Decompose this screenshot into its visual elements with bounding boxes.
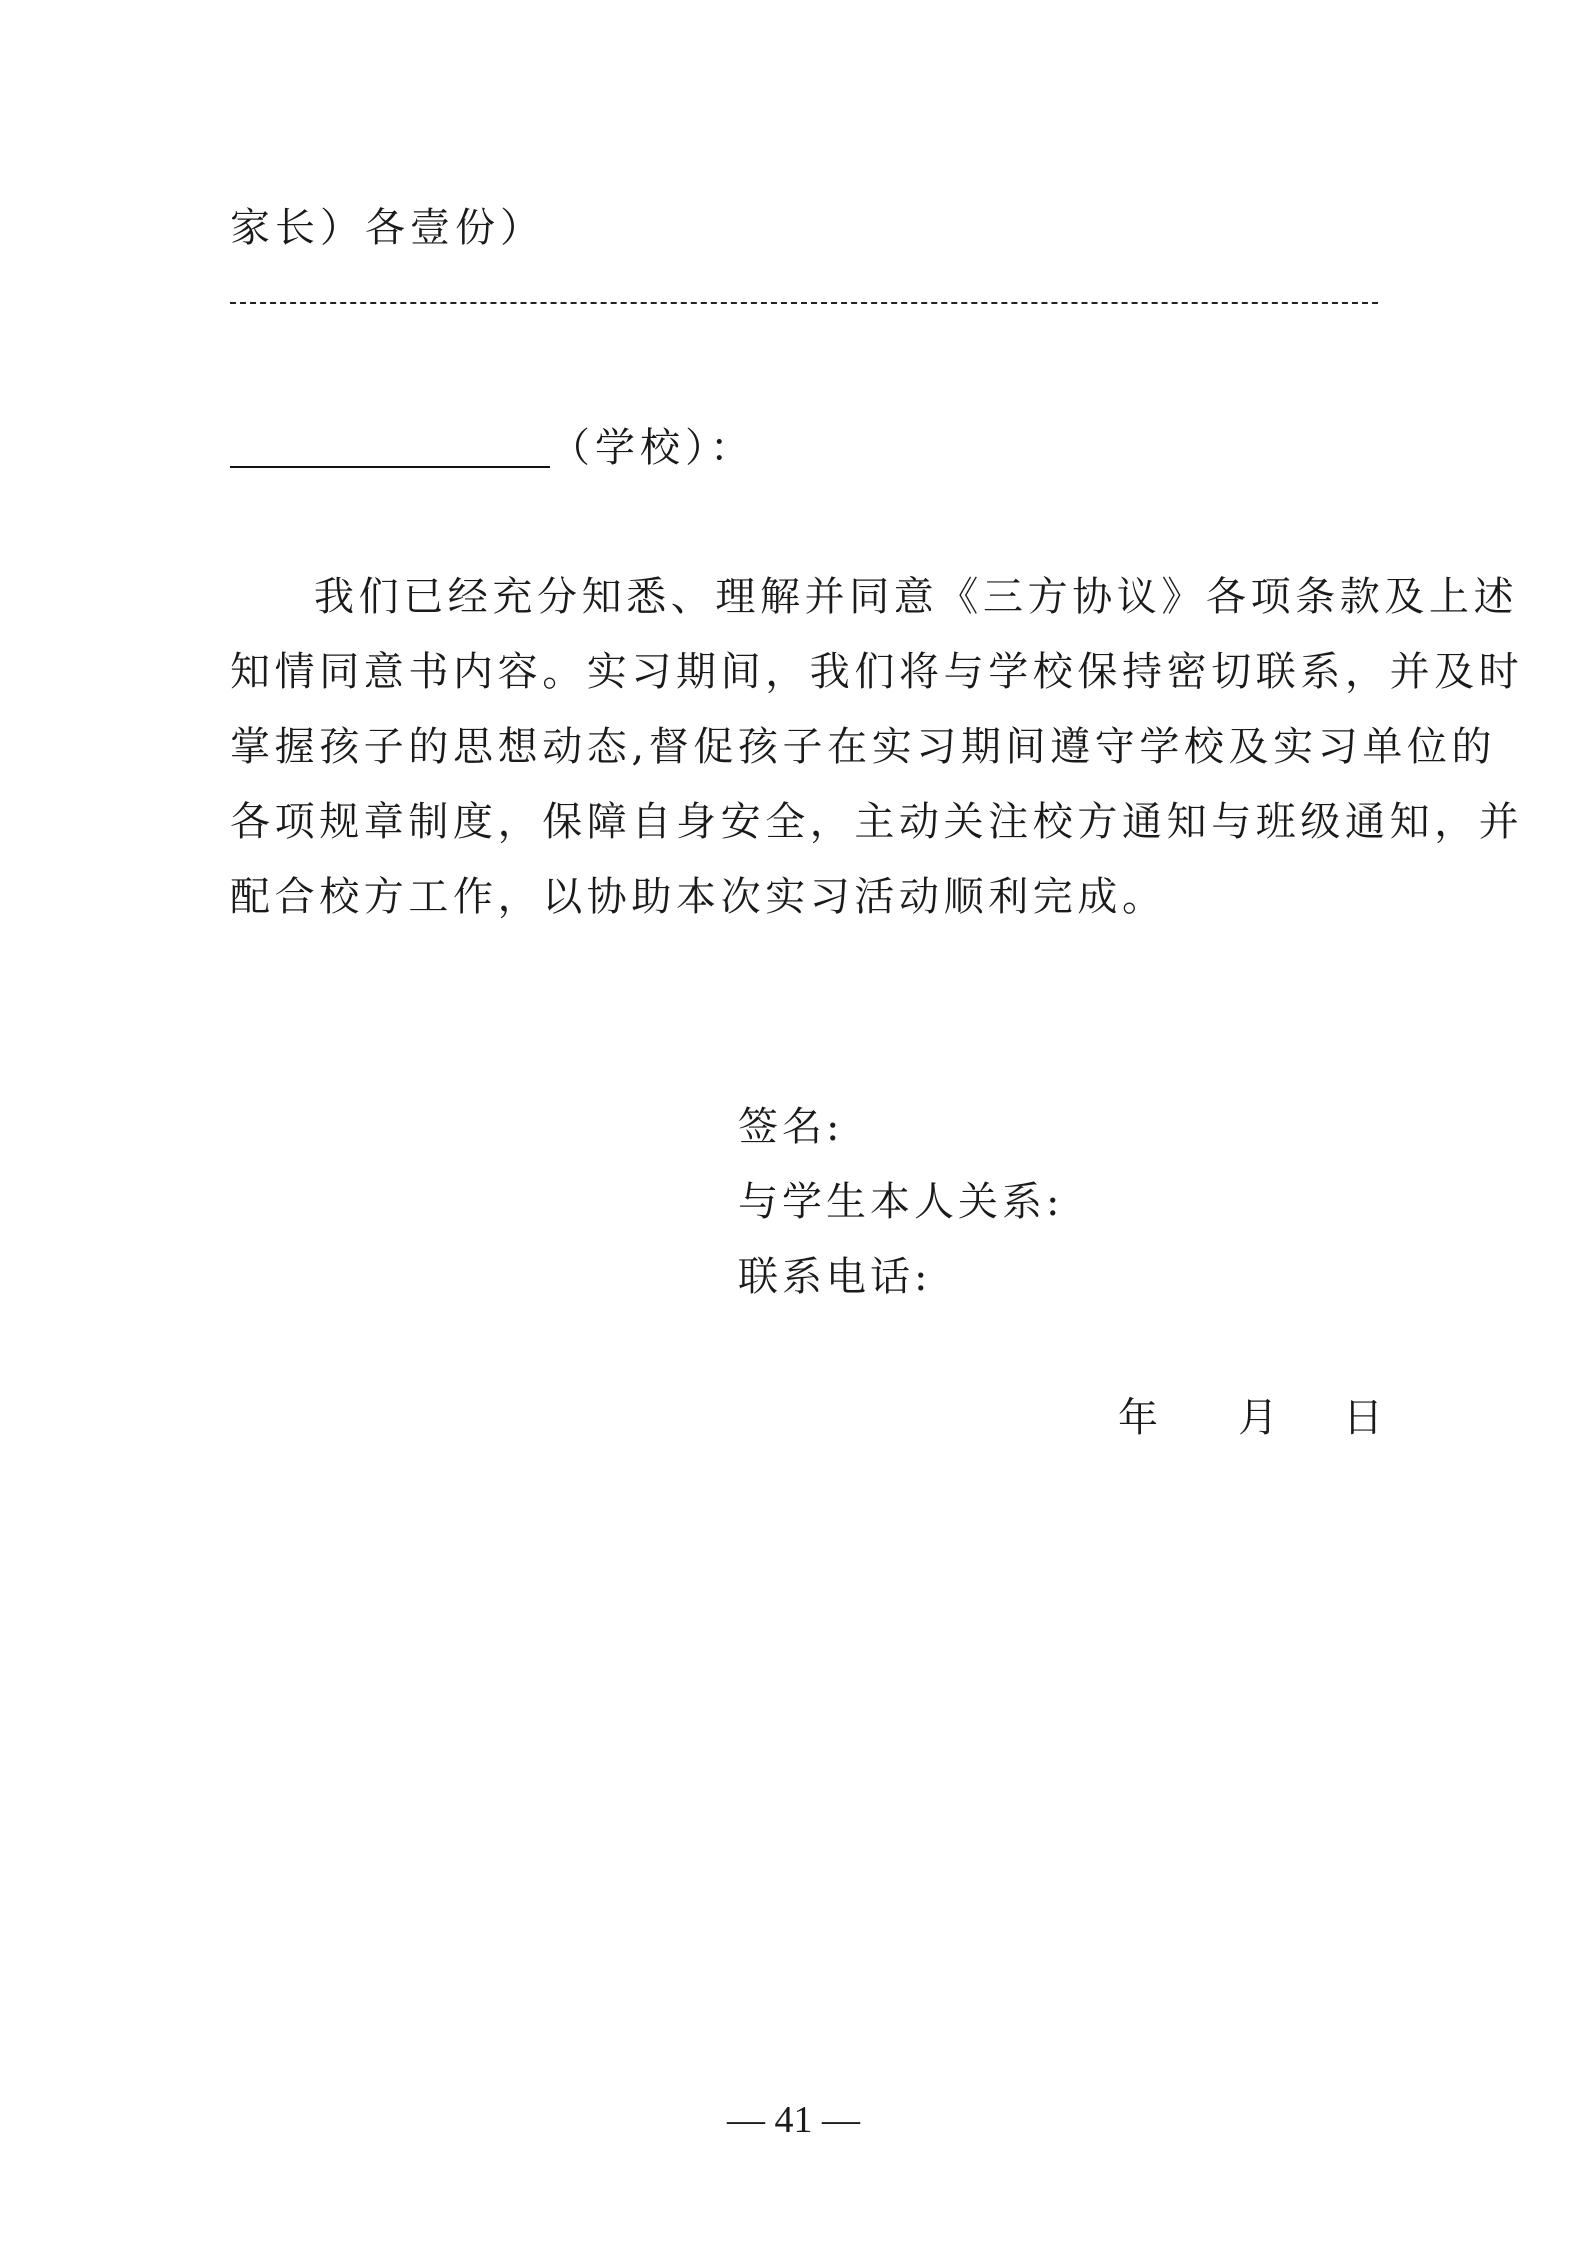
paragraph-line: 各项规章制度，保障自身安全，主动关注校方通知与班级通知，并 (230, 799, 1524, 845)
date-month-label: 月 (1238, 1395, 1278, 1441)
relation-label: 与学生本人关系: (738, 1179, 1064, 1225)
school-name-blank[interactable] (230, 466, 550, 468)
addressee-line (230, 420, 755, 476)
paragraph-line: 配合校方工作，以协助本次实习活动顺利完成。 (230, 874, 1167, 920)
paragraph-line: 掌握孩子的思想动态,督促孩子在实习期间遵守学校及实习单位的 (230, 724, 1497, 770)
paragraph-line: 我们已经充分知悉、理解并同意《三方协议》各项条款及上述 (314, 574, 1519, 620)
date-year-label: 年 (1118, 1395, 1158, 1441)
paragraph-line: 知情同意书内容。实习期间，我们将与学校保持密切联系，并及时 (230, 649, 1524, 695)
cut-line-divider (230, 302, 1378, 304)
signature-label: 签名: (738, 1104, 844, 1150)
continuation-text: 家长）各壹份） (230, 205, 545, 251)
addressee-suffix: （学校）： (550, 425, 755, 471)
consent-paragraph (230, 560, 1524, 935)
date-day-label: 日 (1343, 1395, 1383, 1441)
page-number: — 41 — (727, 2099, 860, 2141)
signature-block (738, 1090, 1063, 1315)
phone-label: 联系电话: (738, 1254, 932, 1300)
